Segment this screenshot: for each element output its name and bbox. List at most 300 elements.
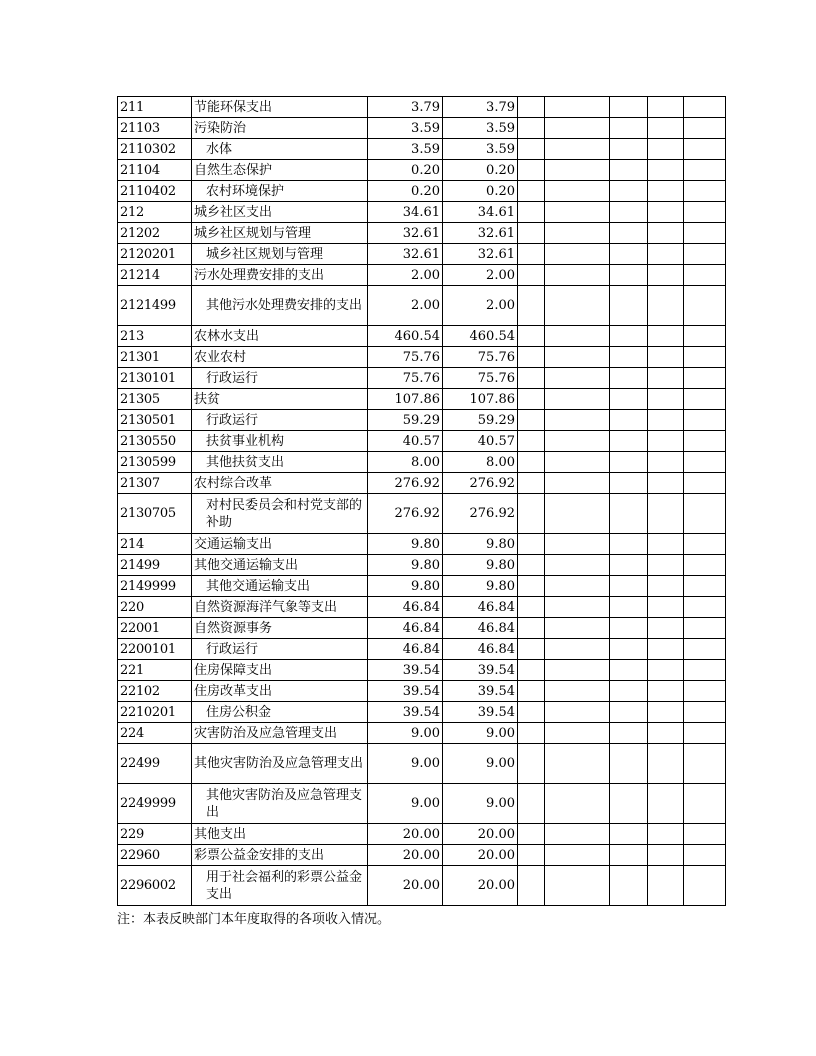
row-code-cell: 2130501: [118, 410, 192, 431]
empty-cell: [518, 410, 545, 431]
row-name-cell: 住房公积金: [192, 702, 368, 723]
empty-cell: [610, 866, 648, 906]
empty-cell: [648, 744, 684, 784]
row-name-cell: 扶贫事业机构: [192, 431, 368, 452]
empty-cell: [610, 244, 648, 265]
row-code-cell: 2296002: [118, 866, 192, 906]
empty-cell: [648, 389, 684, 410]
row-name-cell: 农林水支出: [192, 326, 368, 347]
row-name-cell: 其他污水处理费安排的支出: [192, 286, 368, 326]
empty-cell: [545, 639, 610, 660]
row-name-cell: 其他灾害防治及应急管理支出: [192, 784, 368, 824]
row-fiscal-cell: 20.00: [443, 845, 518, 866]
row-fiscal-cell: 3.59: [443, 118, 518, 139]
empty-cell: [518, 139, 545, 160]
row-fiscal-cell: 32.61: [443, 244, 518, 265]
empty-cell: [545, 118, 610, 139]
empty-cell: [545, 784, 610, 824]
row-fiscal-cell: 9.00: [443, 784, 518, 824]
empty-cell: [610, 824, 648, 845]
row-total-cell: 39.54: [368, 681, 443, 702]
empty-cell: [610, 597, 648, 618]
empty-cell: [610, 473, 648, 494]
row-total-cell: 46.84: [368, 618, 443, 639]
empty-cell: [648, 494, 684, 534]
row-fiscal-cell: 460.54: [443, 326, 518, 347]
empty-cell: [610, 410, 648, 431]
empty-cell: [545, 431, 610, 452]
empty-cell: [610, 223, 648, 244]
row-total-cell: 3.59: [368, 118, 443, 139]
row-fiscal-cell: 75.76: [443, 368, 518, 389]
empty-cell: [610, 702, 648, 723]
row-code-cell: 229: [118, 824, 192, 845]
empty-cell: [518, 534, 545, 555]
empty-cell: [684, 431, 726, 452]
empty-cell: [610, 555, 648, 576]
table-row: [118, 139, 726, 160]
row-total-cell: 2.00: [368, 286, 443, 326]
empty-cell: [545, 824, 610, 845]
empty-cell: [518, 660, 545, 681]
row-fiscal-cell: 75.76: [443, 347, 518, 368]
table-row: [118, 866, 726, 906]
empty-cell: [518, 494, 545, 534]
empty-cell: [684, 534, 726, 555]
row-fiscal-cell: 9.80: [443, 534, 518, 555]
row-code-cell: 2130550: [118, 431, 192, 452]
row-fiscal-cell: 39.54: [443, 660, 518, 681]
empty-cell: [684, 494, 726, 534]
row-fiscal-cell: 2.00: [443, 265, 518, 286]
row-name-cell: 行政运行: [192, 639, 368, 660]
empty-cell: [518, 555, 545, 576]
empty-cell: [684, 389, 726, 410]
empty-cell: [648, 576, 684, 597]
empty-cell: [684, 845, 726, 866]
row-code-cell: 2130705: [118, 494, 192, 534]
empty-cell: [518, 326, 545, 347]
empty-cell: [684, 744, 726, 784]
table-row: [118, 576, 726, 597]
row-total-cell: 276.92: [368, 473, 443, 494]
row-fiscal-cell: 0.20: [443, 181, 518, 202]
row-name-cell: 农村环境保护: [192, 181, 368, 202]
row-fiscal-cell: 3.79: [443, 97, 518, 118]
table-row: [118, 286, 726, 326]
empty-cell: [610, 576, 648, 597]
empty-cell: [610, 494, 648, 534]
empty-cell: [545, 389, 610, 410]
row-total-cell: 59.29: [368, 410, 443, 431]
row-total-cell: 0.20: [368, 160, 443, 181]
empty-cell: [610, 452, 648, 473]
empty-cell: [610, 97, 648, 118]
row-total-cell: 107.86: [368, 389, 443, 410]
empty-cell: [684, 410, 726, 431]
empty-cell: [545, 452, 610, 473]
row-code-cell: 21202: [118, 223, 192, 244]
empty-cell: [648, 784, 684, 824]
empty-cell: [545, 744, 610, 784]
row-name-cell: 其他灾害防治及应急管理支出: [192, 744, 368, 784]
empty-cell: [518, 368, 545, 389]
row-fiscal-cell: 3.59: [443, 139, 518, 160]
row-total-cell: 0.20: [368, 181, 443, 202]
row-fiscal-cell: 9.00: [443, 723, 518, 744]
empty-cell: [545, 265, 610, 286]
empty-cell: [518, 597, 545, 618]
row-name-cell: 污水处理费安排的支出: [192, 265, 368, 286]
row-fiscal-cell: 276.92: [443, 494, 518, 534]
empty-cell: [648, 181, 684, 202]
empty-cell: [648, 866, 684, 906]
row-code-cell: 220: [118, 597, 192, 618]
empty-cell: [545, 597, 610, 618]
row-fiscal-cell: 39.54: [443, 702, 518, 723]
empty-cell: [610, 845, 648, 866]
row-code-cell: 2130599: [118, 452, 192, 473]
row-total-cell: 75.76: [368, 368, 443, 389]
row-fiscal-cell: 40.57: [443, 431, 518, 452]
row-fiscal-cell: 46.84: [443, 618, 518, 639]
empty-cell: [518, 681, 545, 702]
empty-cell: [518, 744, 545, 784]
row-code-cell: 21307: [118, 473, 192, 494]
empty-cell: [545, 326, 610, 347]
empty-cell: [648, 202, 684, 223]
row-name-cell: 城乡社区规划与管理: [192, 244, 368, 265]
row-code-cell: 22960: [118, 845, 192, 866]
row-code-cell: 2130101: [118, 368, 192, 389]
row-fiscal-cell: 107.86: [443, 389, 518, 410]
empty-cell: [545, 160, 610, 181]
empty-cell: [684, 265, 726, 286]
empty-cell: [518, 784, 545, 824]
row-total-cell: 46.84: [368, 597, 443, 618]
empty-cell: [545, 702, 610, 723]
row-code-cell: 22102: [118, 681, 192, 702]
row-code-cell: 221: [118, 660, 192, 681]
empty-cell: [610, 118, 648, 139]
row-name-cell: 自然资源海洋气象等支出: [192, 597, 368, 618]
empty-cell: [545, 202, 610, 223]
table-row: [118, 597, 726, 618]
row-name-cell: 彩票公益金安排的支出: [192, 845, 368, 866]
row-name-cell: 污染防治: [192, 118, 368, 139]
empty-cell: [648, 618, 684, 639]
table-row: [118, 389, 726, 410]
row-code-cell: 2110302: [118, 139, 192, 160]
table-body: [118, 97, 726, 906]
table-row: [118, 473, 726, 494]
empty-cell: [684, 223, 726, 244]
empty-cell: [518, 347, 545, 368]
row-code-cell: 214: [118, 534, 192, 555]
empty-cell: [518, 286, 545, 326]
empty-cell: [545, 723, 610, 744]
row-name-cell: 行政运行: [192, 410, 368, 431]
row-name-cell: 水体: [192, 139, 368, 160]
row-name-cell: 节能环保支出: [192, 97, 368, 118]
empty-cell: [684, 347, 726, 368]
empty-cell: [648, 368, 684, 389]
empty-cell: [684, 639, 726, 660]
row-fiscal-cell: 59.29: [443, 410, 518, 431]
empty-cell: [518, 866, 545, 906]
empty-cell: [518, 452, 545, 473]
table-row: [118, 431, 726, 452]
table-row: [118, 410, 726, 431]
row-code-cell: 21305: [118, 389, 192, 410]
row-fiscal-cell: 9.80: [443, 576, 518, 597]
row-fiscal-cell: 34.61: [443, 202, 518, 223]
empty-cell: [610, 389, 648, 410]
row-name-cell: 行政运行: [192, 368, 368, 389]
row-code-cell: 21499: [118, 555, 192, 576]
empty-cell: [684, 139, 726, 160]
empty-cell: [684, 118, 726, 139]
row-fiscal-cell: 20.00: [443, 866, 518, 906]
row-total-cell: 9.00: [368, 744, 443, 784]
empty-cell: [545, 555, 610, 576]
empty-cell: [610, 534, 648, 555]
empty-cell: [648, 265, 684, 286]
table-row: [118, 639, 726, 660]
empty-cell: [545, 347, 610, 368]
empty-cell: [610, 681, 648, 702]
empty-cell: [648, 639, 684, 660]
empty-cell: [684, 824, 726, 845]
row-code-cell: 22499: [118, 744, 192, 784]
empty-cell: [610, 723, 648, 744]
row-name-cell: 扶贫: [192, 389, 368, 410]
empty-cell: [518, 702, 545, 723]
empty-cell: [684, 702, 726, 723]
table-row: [118, 534, 726, 555]
empty-cell: [684, 326, 726, 347]
empty-cell: [610, 265, 648, 286]
row-name-cell: 农村综合改革: [192, 473, 368, 494]
empty-cell: [684, 618, 726, 639]
row-code-cell: 2249999: [118, 784, 192, 824]
empty-cell: [518, 473, 545, 494]
empty-cell: [648, 139, 684, 160]
empty-cell: [648, 555, 684, 576]
empty-cell: [684, 681, 726, 702]
row-name-cell: 交通运输支出: [192, 534, 368, 555]
row-fiscal-cell: 20.00: [443, 824, 518, 845]
empty-cell: [684, 160, 726, 181]
empty-cell: [518, 431, 545, 452]
row-code-cell: 2200101: [118, 639, 192, 660]
empty-cell: [648, 97, 684, 118]
empty-cell: [684, 597, 726, 618]
empty-cell: [545, 368, 610, 389]
row-fiscal-cell: 32.61: [443, 223, 518, 244]
empty-cell: [610, 639, 648, 660]
empty-cell: [610, 326, 648, 347]
row-total-cell: 20.00: [368, 824, 443, 845]
empty-cell: [610, 139, 648, 160]
row-name-cell: 其他交通运输支出: [192, 576, 368, 597]
empty-cell: [684, 368, 726, 389]
empty-cell: [648, 681, 684, 702]
empty-cell: [545, 244, 610, 265]
empty-cell: [648, 660, 684, 681]
row-code-cell: 21214: [118, 265, 192, 286]
empty-cell: [684, 660, 726, 681]
empty-cell: [518, 576, 545, 597]
row-code-cell: 2149999: [118, 576, 192, 597]
empty-cell: [610, 660, 648, 681]
row-total-cell: 40.57: [368, 431, 443, 452]
empty-cell: [684, 723, 726, 744]
empty-cell: [545, 286, 610, 326]
table-row: [118, 223, 726, 244]
empty-cell: [648, 824, 684, 845]
empty-cell: [684, 97, 726, 118]
row-total-cell: 9.00: [368, 723, 443, 744]
row-fiscal-cell: 8.00: [443, 452, 518, 473]
row-total-cell: 9.80: [368, 534, 443, 555]
row-code-cell: 212: [118, 202, 192, 223]
empty-cell: [648, 845, 684, 866]
empty-cell: [684, 202, 726, 223]
table-row: [118, 118, 726, 139]
table-row: [118, 202, 726, 223]
empty-cell: [648, 244, 684, 265]
row-code-cell: 2121499: [118, 286, 192, 326]
row-name-cell: 其他交通运输支出: [192, 555, 368, 576]
empty-cell: [648, 597, 684, 618]
empty-cell: [545, 681, 610, 702]
row-name-cell: 对村民委员会和村党支部的补助: [192, 494, 368, 534]
table-row: [118, 265, 726, 286]
row-total-cell: 3.79: [368, 97, 443, 118]
empty-cell: [518, 389, 545, 410]
table-row: [118, 784, 726, 824]
table-row: [118, 555, 726, 576]
row-name-cell: 用于社会福利的彩票公益金支出: [192, 866, 368, 906]
empty-cell: [545, 181, 610, 202]
empty-cell: [518, 223, 545, 244]
table-footnote: 注：本表反映部门本年度取得的各项收入情况。: [117, 912, 391, 927]
row-name-cell: 住房改革支出: [192, 681, 368, 702]
empty-cell: [648, 326, 684, 347]
empty-cell: [545, 97, 610, 118]
row-fiscal-cell: 0.20: [443, 160, 518, 181]
empty-cell: [648, 160, 684, 181]
empty-cell: [545, 494, 610, 534]
row-code-cell: 213: [118, 326, 192, 347]
empty-cell: [545, 534, 610, 555]
empty-cell: [518, 202, 545, 223]
empty-cell: [545, 223, 610, 244]
row-fiscal-cell: 276.92: [443, 473, 518, 494]
empty-cell: [518, 639, 545, 660]
empty-cell: [684, 576, 726, 597]
empty-cell: [545, 660, 610, 681]
table-row: [118, 494, 726, 534]
empty-cell: [610, 181, 648, 202]
table-row: [118, 702, 726, 723]
row-total-cell: 2.00: [368, 265, 443, 286]
revenue-detail-table: [117, 96, 726, 906]
row-code-cell: 21104: [118, 160, 192, 181]
empty-cell: [518, 244, 545, 265]
empty-cell: [610, 744, 648, 784]
empty-cell: [545, 410, 610, 431]
row-total-cell: 460.54: [368, 326, 443, 347]
empty-cell: [684, 866, 726, 906]
empty-cell: [610, 160, 648, 181]
empty-cell: [684, 555, 726, 576]
empty-cell: [545, 618, 610, 639]
row-name-cell: 自然资源事务: [192, 618, 368, 639]
row-total-cell: 9.00: [368, 784, 443, 824]
empty-cell: [684, 244, 726, 265]
table-row: [118, 181, 726, 202]
row-total-cell: 75.76: [368, 347, 443, 368]
row-total-cell: 34.61: [368, 202, 443, 223]
row-total-cell: 20.00: [368, 866, 443, 906]
empty-cell: [545, 845, 610, 866]
empty-cell: [648, 118, 684, 139]
table-row: [118, 452, 726, 473]
row-total-cell: 9.80: [368, 555, 443, 576]
row-name-cell: 自然生态保护: [192, 160, 368, 181]
empty-cell: [518, 118, 545, 139]
table-row: [118, 244, 726, 265]
row-name-cell: 农业农村: [192, 347, 368, 368]
row-name-cell: 住房保障支出: [192, 660, 368, 681]
empty-cell: [610, 368, 648, 389]
empty-cell: [648, 702, 684, 723]
empty-cell: [648, 410, 684, 431]
row-code-cell: 224: [118, 723, 192, 744]
row-name-cell: 其他扶贫支出: [192, 452, 368, 473]
row-name-cell: 城乡社区规划与管理: [192, 223, 368, 244]
empty-cell: [518, 618, 545, 639]
empty-cell: [610, 347, 648, 368]
empty-cell: [648, 473, 684, 494]
table-row: [118, 368, 726, 389]
row-total-cell: 20.00: [368, 845, 443, 866]
row-fiscal-cell: 9.00: [443, 744, 518, 784]
row-name-cell: 城乡社区支出: [192, 202, 368, 223]
empty-cell: [648, 223, 684, 244]
row-fiscal-cell: 9.80: [443, 555, 518, 576]
empty-cell: [518, 845, 545, 866]
empty-cell: [610, 286, 648, 326]
empty-cell: [610, 618, 648, 639]
row-total-cell: 3.59: [368, 139, 443, 160]
empty-cell: [518, 265, 545, 286]
empty-cell: [684, 784, 726, 824]
empty-cell: [518, 160, 545, 181]
row-total-cell: 32.61: [368, 223, 443, 244]
empty-cell: [518, 97, 545, 118]
row-fiscal-cell: 39.54: [443, 681, 518, 702]
empty-cell: [684, 473, 726, 494]
empty-cell: [545, 866, 610, 906]
empty-cell: [518, 181, 545, 202]
row-code-cell: 2110402: [118, 181, 192, 202]
empty-cell: [648, 534, 684, 555]
row-total-cell: 276.92: [368, 494, 443, 534]
table-row: [118, 845, 726, 866]
